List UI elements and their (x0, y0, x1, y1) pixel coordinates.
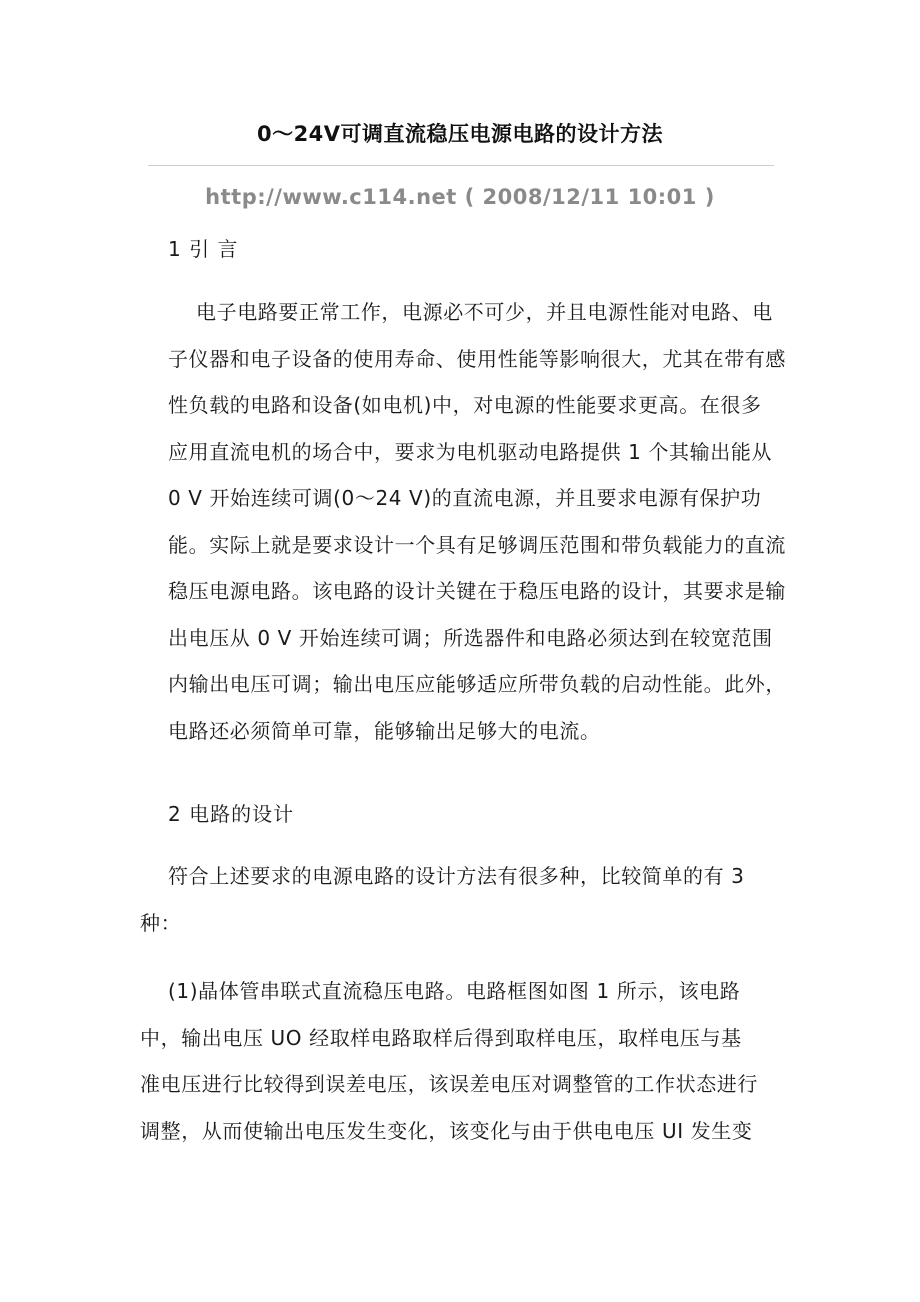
section-1-paragraph (140, 289, 786, 754)
paragraph-line: 性负载的电路和设备(如电机)中，对电源的性能要求更高。在很多 (168, 393, 762, 417)
paragraph-line: 调整，从而使输出电压发生变化，该变化与由于供电电压 UI 发生变 (140, 1118, 753, 1143)
paragraph-line: 电路还必须简单可靠，能够输出足够大的电流。 (168, 718, 601, 743)
page-title: 0～24V可调直流稳压电源电路的设计方法 (256, 122, 664, 146)
paragraph-line: 内输出电压可调；输出电压应能够适应所带负载的启动性能。此外， (168, 672, 786, 696)
section-2-item-1 (140, 968, 780, 1154)
paragraph-line: 能。实际上就是要求设计一个具有足够调压范围和带负载能力的直流 (168, 532, 786, 557)
paragraph-line: 电子电路要正常工作，电源必不可少，并且电源性能对电路、电 (196, 300, 773, 324)
paragraph-line: (1)晶体管串联式直流稳压电路。电路框图如图 1 所示，该电路 (168, 979, 741, 1003)
paragraph-line: 应用直流电机的场合中，要求为电机驱动电路提供 1 个其输出能从 (168, 439, 773, 464)
paragraph-line: 0 V 开始连续可调(0～24 V)的直流电源，并且要求电源有保护功 (168, 486, 762, 510)
paragraph-line: 子仪器和电子设备的使用寿命、使用性能等影响很大，尤其在带有感 (168, 346, 786, 371)
section-2-heading: 2 电路的设计 (168, 802, 295, 826)
paragraph-line: 符合上述要求的电源电路的设计方法有很多种，比较简单的有 3 (168, 864, 745, 888)
source-line: http://www.c114.net ( 2008/12/11 10:01 ) (205, 185, 715, 209)
section-2-intro (140, 853, 780, 946)
paragraph-line: 中，输出电压 UO 经取样电路取样后得到取样电压，取样电压与基 (140, 1025, 742, 1050)
paragraph-line: 种： (140, 910, 182, 935)
section-1-heading: 1 引 言 (168, 237, 239, 261)
paragraph-line: 稳压电源电路。该电路的设计关键在于稳压电路的设计，其要求是输 (168, 579, 786, 603)
title-divider (148, 165, 774, 166)
paragraph-line: 准电压进行比较得到误差电压，该误差电压对调整管的工作状态进行 (140, 1072, 758, 1096)
paragraph-line: 出电压从 0 V 开始连续可调；所选器件和电路必须达到在较宽范围 (168, 625, 773, 650)
